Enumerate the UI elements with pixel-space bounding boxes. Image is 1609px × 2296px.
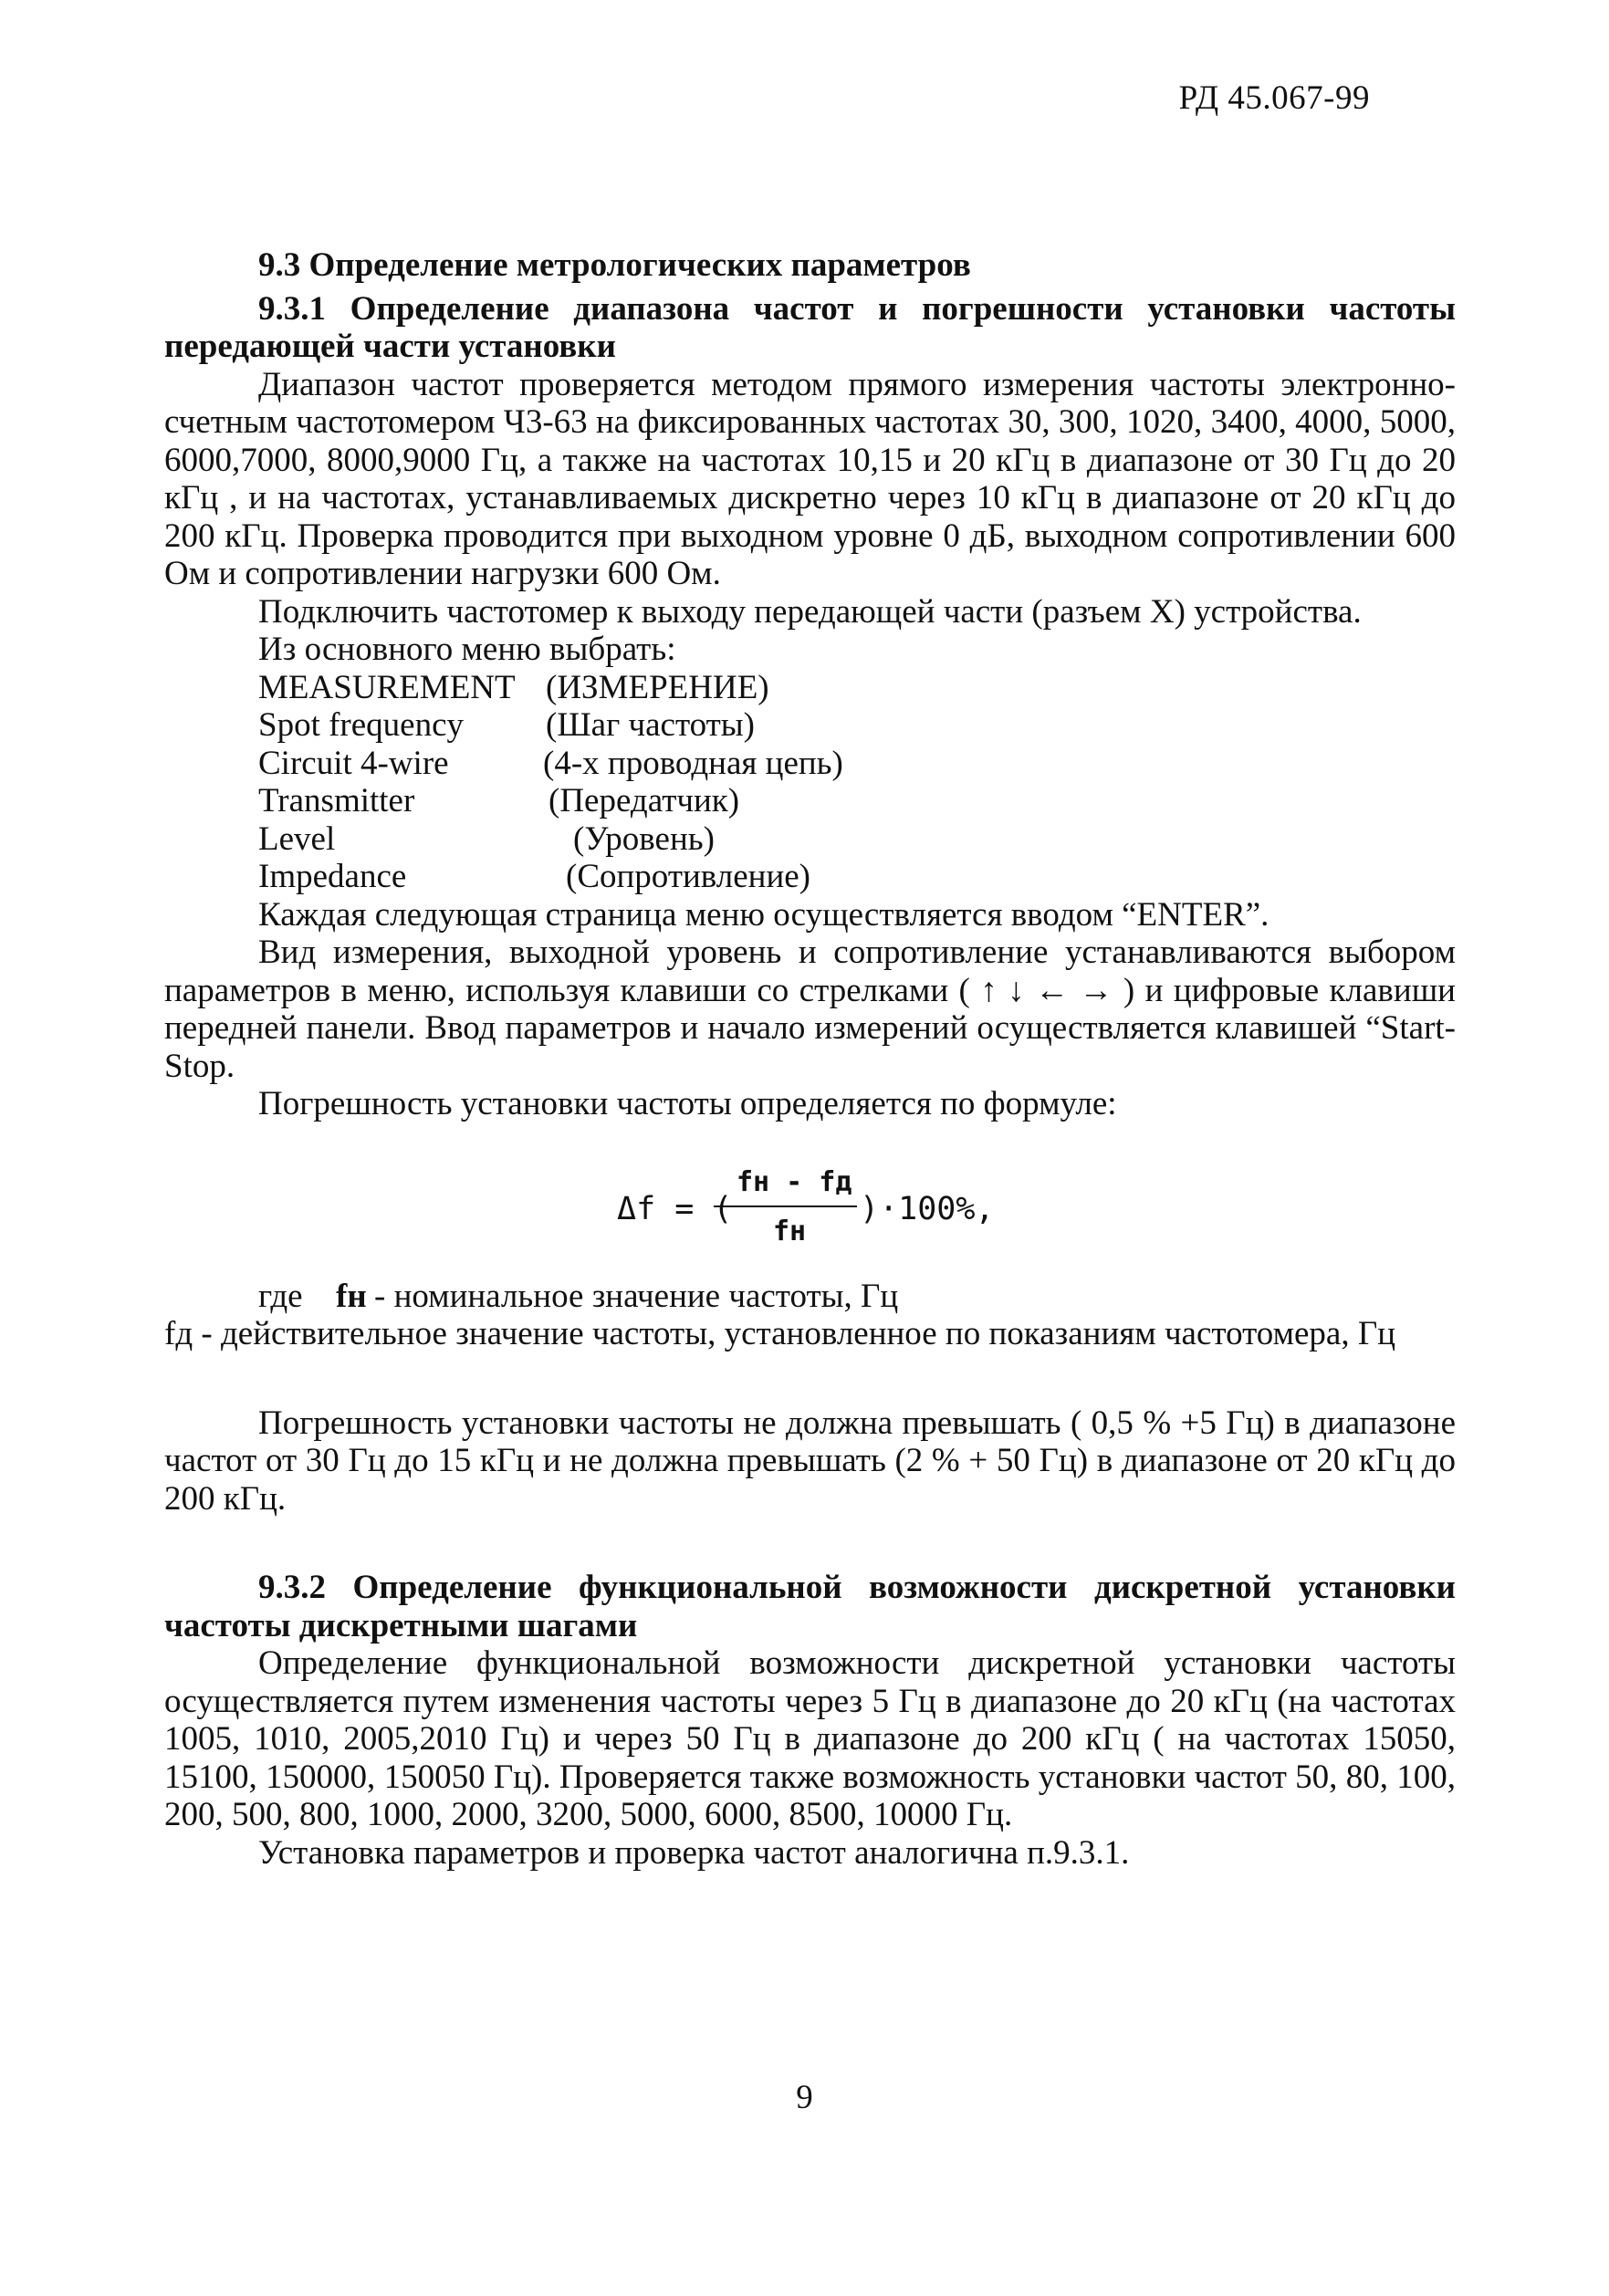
menu-row [258, 706, 1456, 745]
menu-row [258, 745, 1456, 783]
menu-item-ru: (Передатчик) [549, 782, 740, 819]
menu-row [258, 858, 1456, 896]
definition-actual: fд - действительное значение частоты, установленное по показаниям частотомера, Гц [164, 1315, 1396, 1352]
where-label: где [258, 1277, 303, 1315]
formula-numerator: fн - fд [737, 1165, 852, 1198]
definition-nominal [164, 1278, 1456, 1316]
paragraph-menu-intro: Из основного меню выбрать: [258, 631, 676, 668]
formula-left: Δf = ( [617, 1190, 733, 1227]
page-number: 9 [796, 2079, 813, 2116]
paragraph-frequency-range: Диапазон частот проверяется методом прямого измерения частоты электронно-счетным частотомером Ч3-63 на фиксированных частотах 30, 300, 1020, 3400, 4000, 5000, 6000,7000, 8000,9000 Гц, а также на частотах 10,15 и 20 кГц в диапазоне от 30 Гц до 20 кГц , и на частотах, устанавливаемых дискретно через 10 кГц в диапазоне от 20 кГц до 200 кГц. Проверка проводится при выходном уровне 0 дБ, выходном сопротивлении 600 Ом и сопротивлении нагрузки 600 Ом. [164, 365, 1456, 592]
paragraph-tolerance: Погрешность установки частоты не должна превышать ( 0,5 % +5 Гц) в диапазоне частот от 30 Гц до 15 кГц и не должна превышать (2 % + 50 Гц) в диапазоне от 20 кГц до 200 кГц. [164, 1404, 1456, 1518]
nominal-frequency-symbol: fн [336, 1277, 367, 1315]
menu-item-ru: (Сопротивление) [566, 858, 810, 895]
paragraph-discrete-steps: Определение функциональной возможности дискретной установки частоты осуществляется путем изменения частоты через 5 Гц в диапазоне до 20 кГц (на частотах 1005, 1010, 2005,2010 Гц) и через 50 Гц в диапазоне до 200 кГц ( на частотах 15050, 15100, 150000, 150050 Гц). Проверяется также возможность установки частот 50, 80, 100, 200, 500, 800, 1000, 2000, 3200, 5000, 6000, 8500, 10000 Гц. [164, 1644, 1456, 1833]
page-content [164, 246, 1456, 1872]
menu-row [258, 669, 1456, 707]
menu-item-en: Transmitter [258, 782, 415, 819]
menu-item-ru: (Шаг частоты) [546, 706, 755, 744]
menu-item-en: MEASUREMENT [258, 668, 516, 706]
menu-item-en: Spot frequency [258, 706, 465, 744]
subsection-title-9-3-2: 9.3.2 Определение функциональной возможности дискретной установки частоты дискретными шагами [164, 1569, 1456, 1644]
paragraph-keys: Вид измерения, выходной уровень и сопротивление устанавливаются выбором параметров в меню, используя клавиши со стрелками ( ↑ ↓ ← → ) и цифровые клавиши передней панели. Ввод параметров и начало измерений осуществляется клавишей “Start-Stop. [164, 934, 1456, 1085]
error-formula [164, 1140, 1456, 1272]
menu-item-ru: (Уровень) [573, 819, 715, 858]
formula-right: )·100%, [860, 1190, 995, 1227]
formula-denominator: fн [773, 1215, 807, 1247]
subsection-title-9-3-1: 9.3.1 Определение диапазона частот и погрешности установки частоты передающей части установки [164, 289, 1456, 365]
document-code: РД 45.067-99 [1178, 79, 1370, 117]
nominal-frequency-text: - номинальное значение частоты, Гц [374, 1277, 899, 1315]
menu-item-en: Impedance [258, 858, 407, 895]
paragraph-settings: Установка параметров и проверка частот аналогична п.9.3.1. [258, 1833, 1130, 1872]
menu-row [258, 820, 1456, 859]
section-title: 9.3 Определение метрологических параметров [258, 246, 971, 284]
menu-item-ru: (ИЗМЕРЕНИЕ) [546, 668, 769, 706]
paragraph-enter: Каждая следующая страница меню осуществляется вводом “ENTER”. [258, 895, 1269, 934]
menu-item-en: Circuit 4-wire [258, 744, 449, 782]
fraction-bar [714, 1205, 857, 1207]
menu-item-ru: (4-х проводная цепь) [543, 744, 843, 782]
menu-list [258, 669, 1456, 896]
menu-row [258, 782, 1456, 820]
paragraph-connect: Подключить частотомер к выходу передающей части (разъем X) устройства. [258, 592, 1362, 631]
menu-item-en: Level [258, 819, 336, 858]
paragraph-formula-intro: Погрешность установки частоты определяется по формуле: [258, 1085, 1117, 1122]
